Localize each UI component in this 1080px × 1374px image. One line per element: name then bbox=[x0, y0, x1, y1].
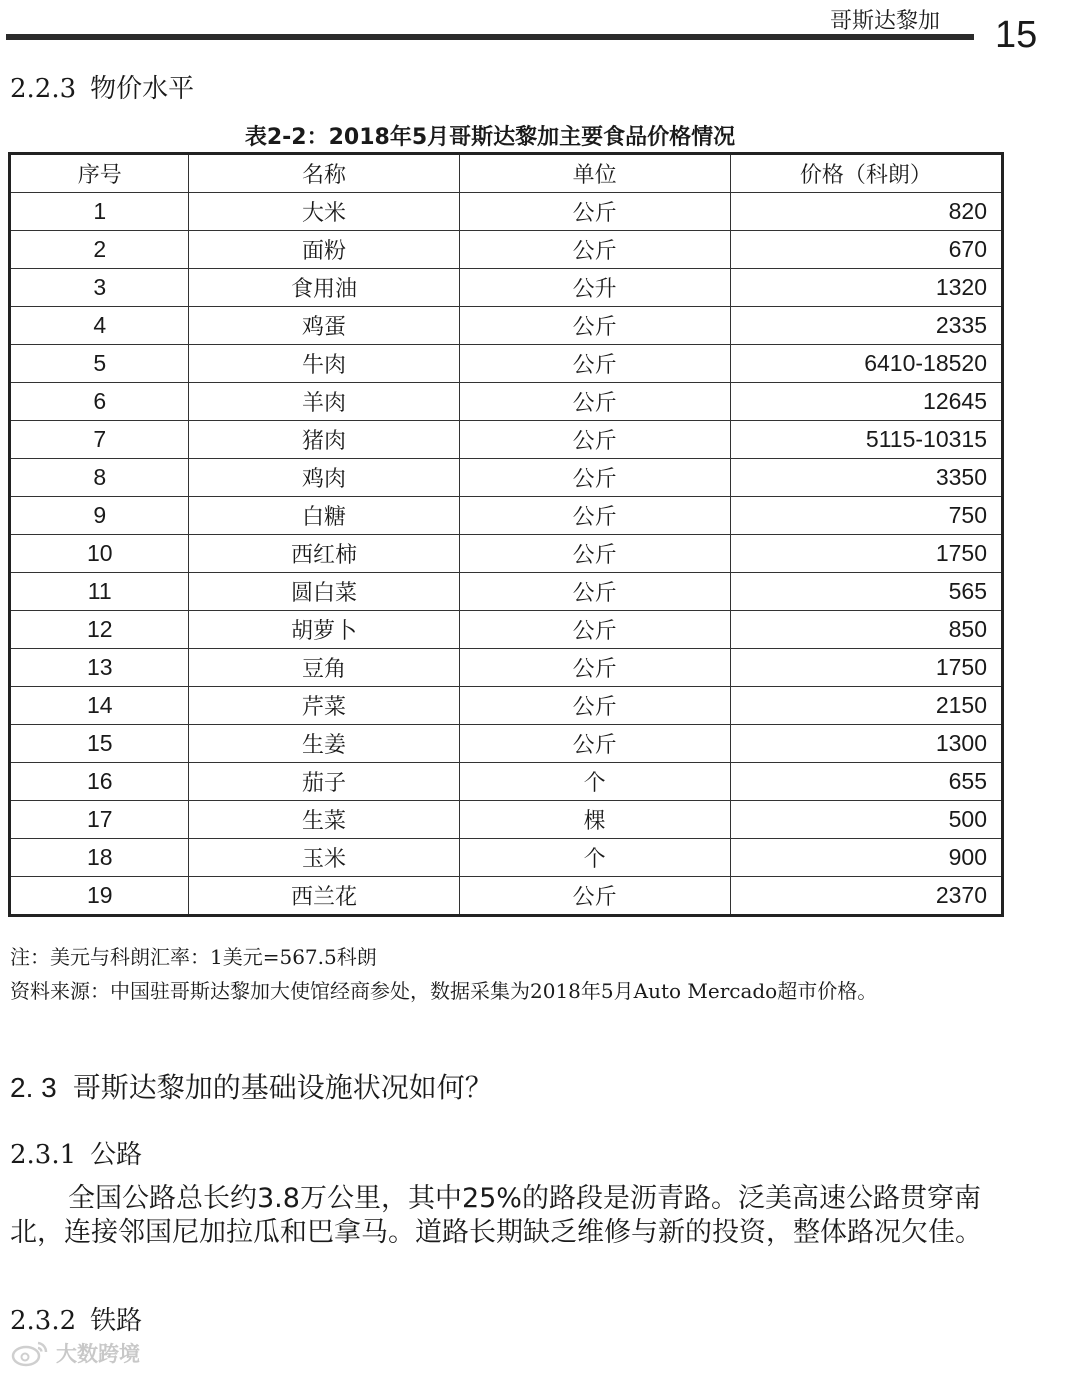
section-number: 2.3.2 bbox=[10, 1306, 77, 1336]
cell-name: 西兰花 bbox=[189, 877, 459, 916]
page-number: 15 bbox=[995, 14, 1038, 56]
price-table bbox=[8, 152, 1004, 917]
table-row bbox=[10, 763, 1003, 801]
cell-unit: 公斤 bbox=[459, 307, 730, 345]
cell-index: 12 bbox=[10, 611, 189, 649]
cell-index: 16 bbox=[10, 763, 189, 801]
cell-name: 大米 bbox=[189, 193, 459, 231]
header-rule bbox=[6, 34, 974, 40]
cell-price: 850 bbox=[730, 611, 1002, 649]
cell-name: 白糖 bbox=[189, 497, 459, 535]
table-row bbox=[10, 345, 1003, 383]
cell-unit: 棵 bbox=[459, 801, 730, 839]
table-row bbox=[10, 725, 1003, 763]
cell-price: 670 bbox=[730, 231, 1002, 269]
table-row bbox=[10, 459, 1003, 497]
cell-price: 2335 bbox=[730, 307, 1002, 345]
cell-unit: 个 bbox=[459, 763, 730, 801]
cell-unit: 公斤 bbox=[459, 231, 730, 269]
cell-name: 生姜 bbox=[189, 725, 459, 763]
cell-index: 15 bbox=[10, 725, 189, 763]
cell-price: 655 bbox=[730, 763, 1002, 801]
cell-price: 1320 bbox=[730, 269, 1002, 307]
cell-name: 西红柿 bbox=[189, 535, 459, 573]
table-body bbox=[10, 193, 1003, 916]
section-number: 2.2.3 bbox=[10, 74, 77, 104]
cell-name: 豆角 bbox=[189, 649, 459, 687]
cell-index: 10 bbox=[10, 535, 189, 573]
cell-name: 羊肉 bbox=[189, 383, 459, 421]
table-row bbox=[10, 839, 1003, 877]
cell-index: 19 bbox=[10, 877, 189, 916]
table-row bbox=[10, 421, 1003, 459]
table-row bbox=[10, 877, 1003, 916]
cell-unit: 公斤 bbox=[459, 649, 730, 687]
table-row bbox=[10, 687, 1003, 725]
table-caption: 表2-2：2018年5月哥斯达黎加主要食品价格情况 bbox=[244, 125, 736, 150]
cell-unit: 公斤 bbox=[459, 497, 730, 535]
cell-name: 圆白菜 bbox=[189, 573, 459, 611]
table-row bbox=[10, 269, 1003, 307]
body-paragraph: 全国公路总长约3.8万公里，其中25%的路段是沥青路。泛美高速公路贯穿南北，连接邻国尼加拉瓜和巴拿马。道路长期缺乏维修与新的投资，整体路况欠佳。 bbox=[10, 1183, 982, 1248]
cell-index: 5 bbox=[10, 345, 189, 383]
cell-price: 750 bbox=[730, 497, 1002, 535]
cell-price: 900 bbox=[730, 839, 1002, 877]
cell-name: 牛肉 bbox=[189, 345, 459, 383]
cell-index: 11 bbox=[10, 573, 189, 611]
cell-name: 茄子 bbox=[189, 763, 459, 801]
cell-unit: 公斤 bbox=[459, 421, 730, 459]
table-row bbox=[10, 383, 1003, 421]
cell-unit: 公斤 bbox=[459, 383, 730, 421]
cell-index: 13 bbox=[10, 649, 189, 687]
cell-index: 1 bbox=[10, 193, 189, 231]
section-heading-2-2-3 bbox=[10, 68, 194, 105]
cell-price: 1300 bbox=[730, 725, 1002, 763]
table-row bbox=[10, 649, 1003, 687]
cell-price: 820 bbox=[730, 193, 1002, 231]
cell-name: 鸡蛋 bbox=[189, 307, 459, 345]
cell-index: 2 bbox=[10, 231, 189, 269]
table-source: 资料来源：中国驻哥斯达黎加大使馆经商参处，数据采集为2018年5月Auto Mercado超市价格。 bbox=[10, 979, 878, 1003]
section-title: 公路 bbox=[90, 1140, 143, 1170]
cell-unit: 公斤 bbox=[459, 193, 730, 231]
cell-price: 1750 bbox=[730, 649, 1002, 687]
cell-price: 1750 bbox=[730, 535, 1002, 573]
weibo-logo-icon bbox=[10, 1339, 50, 1367]
cell-unit: 公升 bbox=[459, 269, 730, 307]
cell-name: 面粉 bbox=[189, 231, 459, 269]
cell-index: 9 bbox=[10, 497, 189, 535]
table-header-row bbox=[10, 154, 1003, 193]
table-row bbox=[10, 497, 1003, 535]
cell-unit: 公斤 bbox=[459, 535, 730, 573]
section-number: 2. 3 bbox=[10, 1072, 57, 1103]
cell-index: 8 bbox=[10, 459, 189, 497]
column-header-name: 名称 bbox=[189, 154, 459, 193]
cell-index: 17 bbox=[10, 801, 189, 839]
cell-unit: 公斤 bbox=[459, 345, 730, 383]
cell-index: 6 bbox=[10, 383, 189, 421]
cell-unit: 公斤 bbox=[459, 459, 730, 497]
table-note: 注：美元与科朗汇率：1美元=567.5科朗 bbox=[10, 945, 377, 969]
cell-price: 12645 bbox=[730, 383, 1002, 421]
section-heading-2-3 bbox=[10, 1066, 493, 1106]
cell-index: 7 bbox=[10, 421, 189, 459]
cell-unit: 个 bbox=[459, 839, 730, 877]
column-header-unit: 单位 bbox=[459, 154, 730, 193]
section-number: 2.3.1 bbox=[10, 1140, 77, 1170]
cell-unit: 公斤 bbox=[459, 611, 730, 649]
cell-price: 3350 bbox=[730, 459, 1002, 497]
cell-name: 生菜 bbox=[189, 801, 459, 839]
cell-name: 鸡肉 bbox=[189, 459, 459, 497]
cell-name: 胡萝卜 bbox=[189, 611, 459, 649]
column-header-price: 价格（科朗） bbox=[730, 154, 1002, 193]
cell-name: 芹菜 bbox=[189, 687, 459, 725]
section-heading-2-3-1 bbox=[10, 1134, 142, 1171]
cell-price: 2150 bbox=[730, 687, 1002, 725]
table-row bbox=[10, 535, 1003, 573]
section-title: 物价水平 bbox=[90, 74, 195, 104]
watermark-text: 大数跨境 bbox=[56, 1342, 140, 1366]
cell-unit: 公斤 bbox=[459, 573, 730, 611]
cell-unit: 公斤 bbox=[459, 687, 730, 725]
cell-name: 食用油 bbox=[189, 269, 459, 307]
cell-name: 玉米 bbox=[189, 839, 459, 877]
cell-price: 5115-10315 bbox=[730, 421, 1002, 459]
running-title: 哥斯达黎加 bbox=[830, 9, 941, 34]
column-header-index: 序号 bbox=[10, 154, 189, 193]
table-row bbox=[10, 801, 1003, 839]
cell-price: 2370 bbox=[730, 877, 1002, 916]
table-row bbox=[10, 573, 1003, 611]
cell-index: 18 bbox=[10, 839, 189, 877]
cell-price: 6410-18520 bbox=[730, 345, 1002, 383]
watermark bbox=[10, 1338, 140, 1368]
cell-index: 3 bbox=[10, 269, 189, 307]
cell-unit: 公斤 bbox=[459, 725, 730, 763]
section-title: 哥斯达黎加的基础设施状况如何？ bbox=[72, 1071, 493, 1104]
cell-unit: 公斤 bbox=[459, 877, 730, 916]
cell-price: 500 bbox=[730, 801, 1002, 839]
cell-index: 4 bbox=[10, 307, 189, 345]
section-heading-2-3-2 bbox=[10, 1300, 142, 1337]
table-row bbox=[10, 307, 1003, 345]
table-row bbox=[10, 193, 1003, 231]
cell-price: 565 bbox=[730, 573, 1002, 611]
cell-index: 14 bbox=[10, 687, 189, 725]
cell-name: 猪肉 bbox=[189, 421, 459, 459]
table-row bbox=[10, 231, 1003, 269]
section-title: 铁路 bbox=[90, 1306, 143, 1336]
table-row bbox=[10, 611, 1003, 649]
